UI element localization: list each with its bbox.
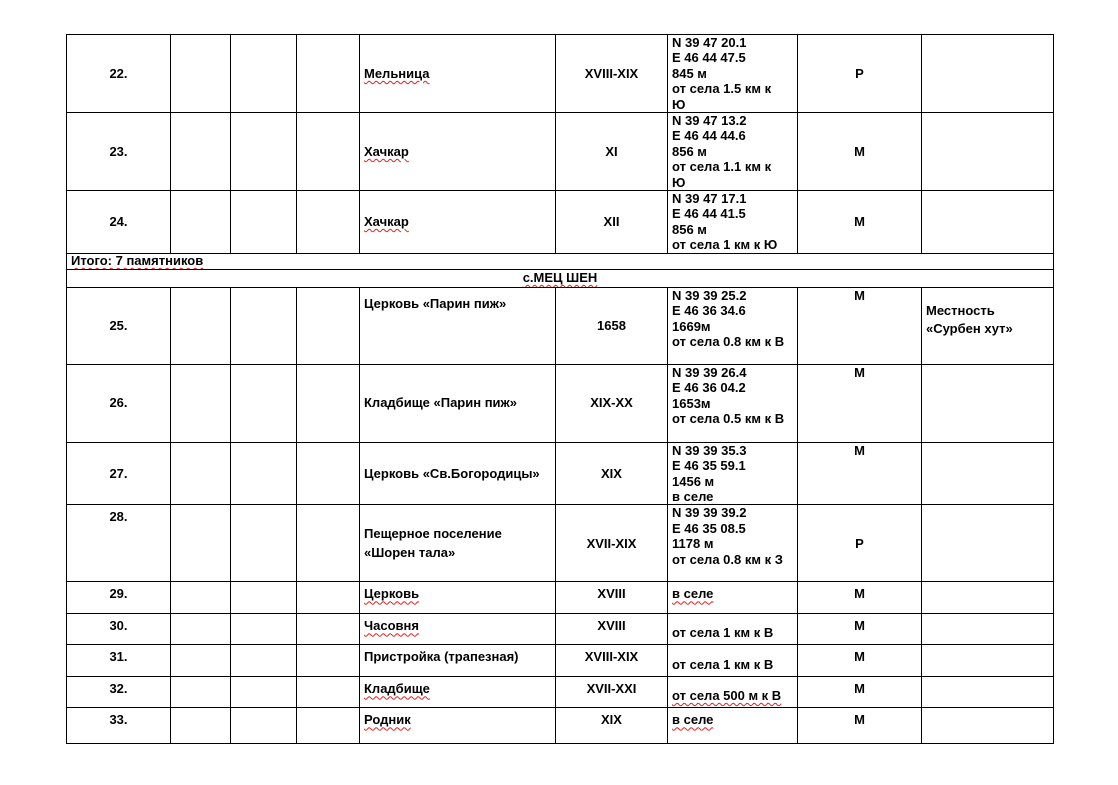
monument-category: М — [798, 287, 922, 364]
monument-note — [922, 364, 1054, 442]
table-row — [67, 677, 1054, 708]
monument-location: N 39 39 25.2 E 46 36 34.6 1669м от села 0.8 км к В — [668, 287, 798, 364]
monument-category: Р — [798, 505, 922, 582]
empty-cell — [297, 645, 360, 677]
empty-cell — [231, 364, 297, 442]
table-row — [67, 35, 1054, 113]
row-number: 31. — [67, 645, 171, 677]
empty-cell — [171, 677, 231, 708]
village-header-row — [67, 269, 1054, 287]
monument-period: XVIII-XIX — [556, 645, 668, 677]
empty-cell — [297, 35, 360, 113]
total-row — [67, 253, 1054, 269]
monument-location: N 39 47 17.1 E 46 44 41.5 856 м от села 1 км к Ю — [668, 191, 798, 254]
monument-name: Часовня — [360, 614, 556, 645]
table-row — [67, 505, 1054, 582]
empty-cell — [171, 708, 231, 744]
table-row — [67, 113, 1054, 191]
empty-cell — [171, 287, 231, 364]
table-row — [67, 364, 1054, 442]
monument-location: в селе — [668, 582, 798, 614]
empty-cell — [231, 645, 297, 677]
monument-note — [922, 677, 1054, 708]
empty-cell — [171, 191, 231, 254]
table-row — [67, 708, 1054, 744]
monument-location: от села 500 м к В — [668, 677, 798, 708]
row-number: 29. — [67, 582, 171, 614]
empty-cell — [297, 677, 360, 708]
table-row — [67, 582, 1054, 614]
monument-category: М — [798, 582, 922, 614]
monument-period: 1658 — [556, 287, 668, 364]
monument-period: XI — [556, 113, 668, 191]
row-number: 25. — [67, 287, 171, 364]
empty-cell — [297, 505, 360, 582]
monument-name: Пещерное поселение «Шорен тала» — [360, 505, 556, 582]
monument-name: Хачкар — [360, 191, 556, 254]
table-row — [67, 645, 1054, 677]
empty-cell — [171, 35, 231, 113]
monument-name: Церковь «Парин пиж» — [360, 287, 556, 364]
empty-cell — [297, 113, 360, 191]
monument-location: в селе — [668, 708, 798, 744]
monument-category: Р — [798, 35, 922, 113]
row-number: 24. — [67, 191, 171, 254]
empty-cell — [231, 582, 297, 614]
monument-note — [922, 35, 1054, 113]
empty-cell — [231, 35, 297, 113]
total-cell: Итого: 7 памятников — [67, 253, 1054, 269]
empty-cell — [297, 582, 360, 614]
row-number: 30. — [67, 614, 171, 645]
monument-category: М — [798, 364, 922, 442]
monument-period: XII — [556, 191, 668, 254]
empty-cell — [171, 505, 231, 582]
table-row — [67, 442, 1054, 505]
empty-cell — [171, 113, 231, 191]
monument-name: Мельница — [360, 35, 556, 113]
empty-cell — [231, 505, 297, 582]
empty-cell — [297, 442, 360, 505]
empty-cell — [297, 364, 360, 442]
row-number: 33. — [67, 708, 171, 744]
monument-note — [922, 645, 1054, 677]
row-number: 22. — [67, 35, 171, 113]
monument-category: М — [798, 677, 922, 708]
empty-cell — [297, 287, 360, 364]
monument-note — [922, 708, 1054, 744]
monument-name: Хачкар — [360, 113, 556, 191]
monument-location: N 39 39 39.2 E 46 35 08.5 1178 м от села 0.8 км к З — [668, 505, 798, 582]
monument-period: XVIII-XIX — [556, 35, 668, 113]
monument-name: Родник — [360, 708, 556, 744]
empty-cell — [231, 113, 297, 191]
empty-cell — [231, 442, 297, 505]
monument-category: М — [798, 442, 922, 505]
monument-name: Церковь — [360, 582, 556, 614]
monument-period: XIX — [556, 708, 668, 744]
monument-period: XVIII — [556, 614, 668, 645]
monument-location: от села 1 км к В — [668, 645, 798, 677]
monument-category: М — [798, 645, 922, 677]
monument-name: Кладбище «Парин пиж» — [360, 364, 556, 442]
monument-location: N 39 47 20.1 E 46 44 47.5 845 м от села 1.5 км к Ю — [668, 35, 798, 113]
monument-category: М — [798, 708, 922, 744]
monument-note — [922, 113, 1054, 191]
empty-cell — [171, 614, 231, 645]
monument-location: N 39 47 13.2 E 46 44 44.6 856 м от села 1.1 км к Ю — [668, 113, 798, 191]
village-heading: с.МЕЦ ШЕН — [67, 269, 1054, 287]
empty-cell — [231, 677, 297, 708]
monument-period: XIX — [556, 442, 668, 505]
empty-cell — [297, 614, 360, 645]
document-page — [66, 34, 1053, 744]
monument-location: N 39 39 35.3 E 46 35 59.1 1456 м в селе — [668, 442, 798, 505]
monument-location: N 39 39 26.4 E 46 36 04.2 1653м от села 0.5 км к В — [668, 364, 798, 442]
monument-name: Пристройка (трапезная) — [360, 645, 556, 677]
empty-cell — [231, 191, 297, 254]
table-row — [67, 287, 1054, 364]
monument-category: М — [798, 191, 922, 254]
row-number: 28. — [67, 505, 171, 582]
monuments-table — [66, 34, 1054, 744]
monument-note — [922, 442, 1054, 505]
monument-note: Местность «Сурбен хут» — [922, 287, 1054, 364]
row-number: 23. — [67, 113, 171, 191]
monument-name: Кладбище — [360, 677, 556, 708]
empty-cell — [171, 582, 231, 614]
monument-name: Церковь «Св.Богородицы» — [360, 442, 556, 505]
empty-cell — [297, 708, 360, 744]
empty-cell — [171, 364, 231, 442]
empty-cell — [171, 442, 231, 505]
empty-cell — [297, 191, 360, 254]
empty-cell — [231, 708, 297, 744]
table-row — [67, 191, 1054, 254]
empty-cell — [171, 645, 231, 677]
monument-period: XVII-XIX — [556, 505, 668, 582]
monument-period: XVII-XXI — [556, 677, 668, 708]
empty-cell — [231, 287, 297, 364]
monument-category: М — [798, 113, 922, 191]
monument-note — [922, 614, 1054, 645]
monument-note — [922, 191, 1054, 254]
table-row — [67, 614, 1054, 645]
monument-note — [922, 582, 1054, 614]
row-number: 26. — [67, 364, 171, 442]
monument-period: XIX-XX — [556, 364, 668, 442]
monument-note — [922, 505, 1054, 582]
monument-category: М — [798, 614, 922, 645]
row-number: 27. — [67, 442, 171, 505]
monument-period: XVIII — [556, 582, 668, 614]
empty-cell — [231, 614, 297, 645]
row-number: 32. — [67, 677, 171, 708]
monument-location: от села 1 км к В — [668, 614, 798, 645]
